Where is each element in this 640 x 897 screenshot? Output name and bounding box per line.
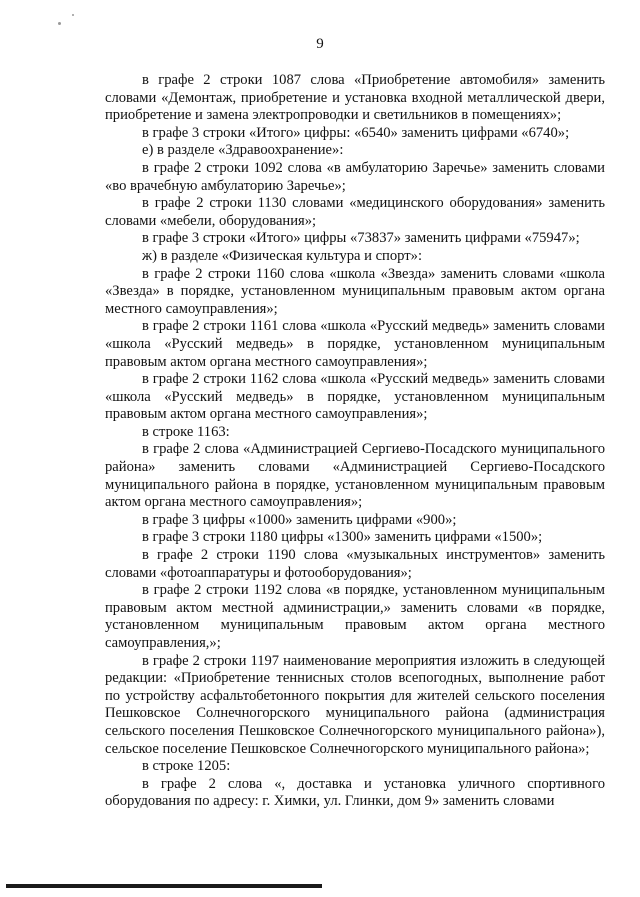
page-number: 9	[316, 36, 324, 52]
paragraph-row-1130: в графе 2 строки 1130 словами «медицинского оборудования» заменить словами «мебели, оборудования»;	[105, 195, 605, 229]
paragraph-row-1087: в графе 2 строки 1087 слова «Приобретение автомобиля» заменить словами «Демонтаж, приобретение и установка входной металлической двери, приобретение и замена электропроводки и светильников в помещениях»;	[105, 72, 605, 124]
paragraph-row-1190: в графе 2 строки 1190 слова «музыкальных инструментов» заменить словами «фотоаппаратуры и фотооборудования»;	[105, 547, 605, 581]
paragraph-section-sport: ж) в разделе «Физическая культура и спорт»:	[142, 247, 422, 264]
scan-bottom-edge	[6, 884, 322, 888]
paragraph-row-1160: в графе 2 строки 1160 слова «школа «Звезда» заменить словами «школа «Звезда» в порядке, установленном муниципальным правовым актом органа местного самоуправления»;	[105, 265, 605, 317]
paragraph-row-1205: в строке 1205:	[142, 758, 231, 775]
paragraph-section-healthcare: е) в разделе «Здравоохранение»:	[142, 142, 344, 159]
paragraph-row-1163: в строке 1163:	[142, 423, 230, 440]
paragraph-row-1162: в графе 2 строки 1162 слова «школа «Русский медведь» заменить словами «школа «Русский медведь» в порядке, установленном муниципальным правовым актом органа местного самоуправления»;	[105, 371, 605, 423]
paragraph-itogo-73837: в графе 3 строки «Итого» цифры «73837» заменить цифрами «75947»;	[142, 230, 580, 247]
paragraph-row-1197: в графе 2 строки 1197 наименование мероприятия изложить в следующей редакции: «Приобретение теннисных столов всепогодных, выполнение работ по устройству асфальтобетонного покрытия для жителей сельского поселения Пешковское Солнечногорского муниципального района (администрация сельского поселения Пешковское Солнечногорского муниципального района»), сельское поселение Пешковское Солнечногорского муниципального района»;	[105, 652, 605, 757]
document-body	[105, 72, 605, 811]
paragraph-row-1163-col2: в графе 2 слова «Администрацией Сергиево-Посадского муниципального района» заменить словами «Администрацией Сергиево-Посадского муниципального района в порядке, установленном муниципальным правовым актом органа местного самоуправления»;	[105, 441, 605, 511]
paragraph-row-1180: в графе 3 строки 1180 цифры «1300» заменить цифрами «1500»;	[142, 529, 543, 546]
paragraph-row-1161: в графе 2 строки 1161 слова «школа «Русский медведь» заменить словами «школа «Русский медведь» в порядке, установленном муниципальным правовым актом органа местного самоуправления»;	[105, 318, 605, 370]
paragraph-row-1092: в графе 2 строки 1092 слова «в амбулаторию Заречье» заменить словами «во врачебную амбулаторию Заречье»;	[105, 159, 605, 194]
scan-speck	[58, 22, 61, 25]
paragraph-row-1163-col3: в графе 3 цифры «1000» заменить цифрами «900»;	[142, 511, 457, 528]
scan-speck	[72, 14, 74, 16]
paragraph-row-1205-col2: в графе 2 слова «, доставка и установка уличного спортивного оборудования по адресу: г. Химки, ул. Глинки, дом 9» заменить словами	[105, 775, 605, 810]
paragraph-row-1192: в графе 2 строки 1192 слова «в порядке, установленном муниципальным правовым актом местной администрации,» заменить словами «в порядке, установленном муниципальным правовым актом органа местного самоуправления,»;	[105, 582, 605, 651]
paragraph-itogo-6540: в графе 3 строки «Итого» цифры: «6540» заменить цифрами «6740»;	[142, 124, 570, 141]
